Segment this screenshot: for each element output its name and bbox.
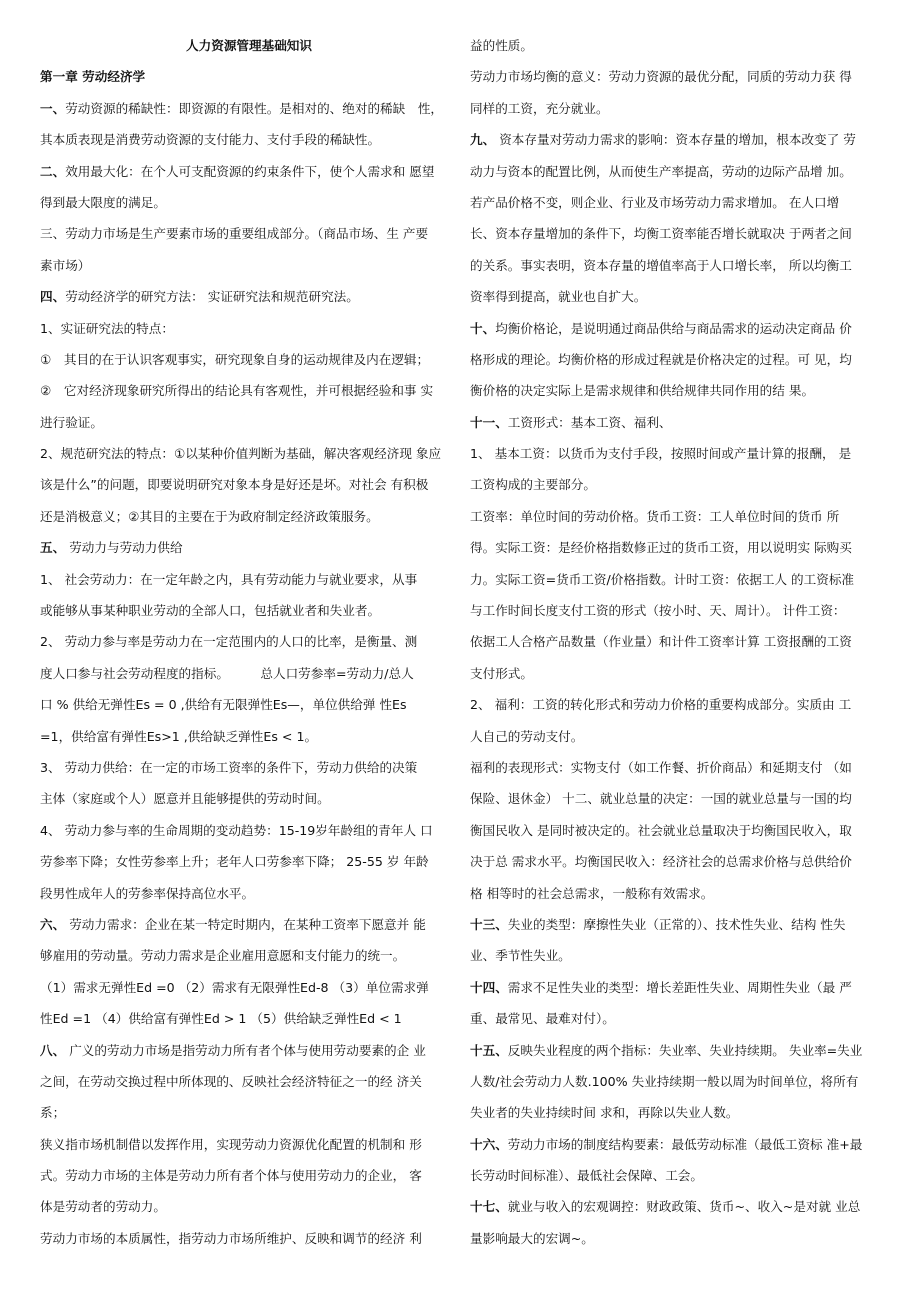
- line-text: 其本质表现是消费劳动资源的支付能力、支付手段的稀缺性。: [40, 132, 381, 148]
- text-line: [470, 445, 888, 476]
- text-line: [40, 571, 458, 602]
- text-line: [470, 68, 888, 99]
- text-line: [470, 1230, 888, 1261]
- text-line: [40, 476, 458, 507]
- text-line: [470, 1167, 888, 1198]
- line-text: 体是劳动者的劳动力。: [40, 1199, 166, 1215]
- text-line: [40, 853, 458, 884]
- heading-prefix: 十、: [470, 320, 496, 336]
- line-text: 支付形式。: [470, 665, 533, 681]
- line-text: 得。实际工资：是经价格指数修正过的货币工资，用以说明实 际购买: [470, 540, 852, 556]
- line-text: 力。实际工资=货币工资/价格指数。计时工资：依据工人 的工资标准: [470, 571, 855, 587]
- line-text: 保险、退休金） 十二、就业总量的决定：一国的就业总量与一国的均: [470, 791, 852, 807]
- text-line: [470, 257, 888, 288]
- heading-prefix: 十三、: [470, 916, 508, 932]
- text-line: [40, 602, 458, 633]
- line-text: 业、季节性失业。: [470, 948, 571, 964]
- heading-prefix: 二、: [40, 163, 66, 179]
- text-line: [470, 728, 888, 759]
- text-line: [40, 288, 458, 319]
- heading-prefix: 十一、: [470, 414, 508, 430]
- line-text: ② 它对经济现象研究所得出的结论具有客观性，并可根据经验和事 实: [40, 383, 434, 399]
- line-text: 段男性成年人的劳参率保持高位水平。: [40, 885, 255, 901]
- text-line: [40, 100, 458, 131]
- right-column: [470, 37, 888, 1261]
- line-text: 福利的表现形式：实物支付（如工作餐、折价商品）和延期支付 （如: [470, 759, 852, 775]
- text-line: [40, 194, 458, 225]
- line-text: 失业者的失业持续时间 求和，再除以失业人数。: [470, 1105, 739, 1121]
- left-column: [40, 37, 458, 1261]
- text-line: [470, 916, 888, 947]
- text-line: [470, 508, 888, 539]
- line-text: （1）需求无弹性Ed =0 （2）需求有无限弹性Ed-8 （3）单位需求弹: [40, 979, 429, 995]
- line-text: 动力与资本的配置比例，从而使生产率提高，劳动的边际产品增 加。: [470, 163, 852, 179]
- text-line: [470, 37, 888, 68]
- line-text: 系；: [40, 1105, 66, 1121]
- line-text: 劳动力市场均衡的意义：劳动力资源的最优分配，同质的劳动力获 得: [470, 69, 852, 85]
- text-line: [40, 225, 458, 256]
- text-line: [470, 225, 888, 256]
- text-line: [470, 476, 888, 507]
- heading-prefix: 十四、: [470, 979, 508, 995]
- text-line: [40, 696, 458, 727]
- text-line: [40, 539, 458, 570]
- line-text: 主体（家庭或个人）愿意并且能够提供的劳动时间。: [40, 791, 330, 807]
- text-line: [470, 822, 888, 853]
- line-text: 与工作时间长度支付工资的形式（按小时、天、周计）。 计件工资：: [470, 603, 846, 619]
- text-line: [470, 979, 888, 1010]
- line-text: 格 相等时的社会总需求，一般称有效需求。: [470, 885, 714, 901]
- text-line: [40, 351, 458, 382]
- heading-prefix: 十六、: [470, 1136, 508, 1152]
- heading-prefix: 第一章 劳动经济学: [40, 69, 146, 85]
- text-line: [40, 131, 458, 162]
- line-text: 或能够从事某种职业劳动的全部人口，包括就业者和失业者。: [40, 603, 381, 619]
- text-line: [470, 1198, 888, 1229]
- line-text: 1、实证研究法的特点：: [40, 320, 174, 336]
- text-line: [40, 508, 458, 539]
- text-line: [470, 1136, 888, 1167]
- line-text: 口 % 供给无弹性Es = 0 ,供给有无限弹性Es—，单位供给弹 性Es: [40, 697, 407, 713]
- heading-prefix: 一、: [40, 100, 66, 116]
- text-line: [470, 633, 888, 664]
- text-line: [40, 1104, 458, 1135]
- line-text: 反映失业程度的两个指标：失业率、失业持续期。 失业率=失业: [507, 1042, 863, 1058]
- line-text: 2、 福利：工资的转化形式和劳动力价格的重要构成部分。实质由 工: [470, 697, 852, 713]
- text-line: [40, 1136, 458, 1167]
- text-line: [470, 1073, 888, 1104]
- text-line: [40, 257, 458, 288]
- line-text: 人数/社会劳动力人数.100% 失业持续期一般以周为时间单位，将所有: [470, 1073, 859, 1089]
- text-line: [470, 696, 888, 727]
- line-text: 格形成的理论。均衡价格的形成过程就是价格决定的过程。可 见，均: [470, 351, 852, 367]
- text-line: [470, 885, 888, 916]
- text-line: [470, 382, 888, 413]
- line-text: 工资率：单位时间的劳动价格。货币工资：工人单位时间的货币 所: [470, 508, 840, 524]
- text-line: [40, 1010, 458, 1041]
- text-line: [470, 759, 888, 790]
- line-text: 劳动经济学的研究方法： 实证研究法和规范研究法。: [65, 289, 359, 305]
- line-text: 1、 社会劳动力：在一定年龄之内，具有劳动能力与就业要求，从事: [40, 571, 418, 587]
- line-text: 益的性质。: [470, 38, 533, 53]
- line-text: 还是消极意义；②其目的主要在于为政府制定经济政策服务。: [40, 508, 379, 524]
- line-text: 资本存量对劳动力需求的影响：资本存量的增加，根本改变了 劳: [495, 132, 856, 148]
- text-line: [40, 68, 458, 99]
- text-line: [40, 163, 458, 194]
- line-text: 均衡价格论，是说明通过商品供给与商品需求的运动决定商品 价: [495, 320, 852, 336]
- text-line: [470, 602, 888, 633]
- line-text: 资率得到提高，就业也自扩大。: [470, 289, 647, 305]
- text-line: [470, 131, 888, 162]
- line-text: 劳动力市场的制度结构要素：最低劳动标准（最低工资标 准+最: [507, 1136, 863, 1152]
- heading-prefix: 十五、: [470, 1042, 508, 1058]
- text-line: [40, 1167, 458, 1198]
- line-text: 重、最常见、最难对付）。: [470, 1011, 615, 1027]
- text-line: [470, 947, 888, 978]
- heading-prefix: 十七、: [470, 1199, 508, 1215]
- line-text: 狭义指市场机制借以发挥作用，实现劳动力资源优化配置的机制和 形: [40, 1136, 422, 1152]
- line-text: 2、 劳动力参与率是劳动力在一定范围内的人口的比率，是衡量、测: [40, 634, 418, 650]
- line-text: 广义的劳动力市场是指劳动力所有者个体与使用劳动要素的企 业: [65, 1042, 426, 1058]
- line-text: 需求不足性失业的类型：增长差距性失业、周期性失业（最 严: [507, 979, 852, 995]
- text-line: [470, 351, 888, 382]
- line-text: 劳动资源的稀缺性：即资源的有限性。是相对的、绝对的稀缺 性，: [65, 100, 443, 116]
- document-title: 人力资源管理基础知识: [186, 38, 312, 53]
- line-text: 式。劳动力市场的主体是劳动力所有者个体与使用劳动力的企业， 客: [40, 1168, 422, 1184]
- text-line: [470, 1042, 888, 1073]
- heading-prefix: 五、: [40, 540, 66, 556]
- line-text: 决于总 需求水平。均衡国民收入：经济社会的总需求价格与总供给价: [470, 854, 852, 870]
- line-text: 人自己的劳动支付。: [470, 728, 584, 744]
- line-text: 劳动力需求：企业在某一特定时期内，在某种工资率下愿意并 能: [65, 916, 426, 932]
- line-text: 依据工人合格产品数量（作业量）和计件工资率计算 工资报酬的工资: [470, 634, 852, 650]
- line-text: 劳动力市场的本质属性，指劳动力市场所维护、反映和调节的经济 利: [40, 1230, 422, 1246]
- line-text: 效用最大化：在个人可支配资源的约束条件下，使个人需求和 愿望: [65, 163, 435, 179]
- text-line: [40, 728, 458, 759]
- text-line: [40, 665, 458, 696]
- text-line: [470, 320, 888, 351]
- line-text: 工资形式：基本工资、福利、: [507, 414, 672, 430]
- text-line: [470, 100, 888, 131]
- text-line: [40, 790, 458, 821]
- line-text: 进行验证。: [40, 414, 103, 430]
- line-text: 量影响最大的宏调~。: [470, 1230, 594, 1246]
- line-text: 素市场）: [40, 257, 91, 273]
- text-line: [40, 916, 458, 947]
- heading-prefix: 四、: [40, 289, 66, 305]
- text-line: [470, 1104, 888, 1135]
- line-text: 三、劳动力市场是生产要素市场的重要组成部分。（商品市场、生 产要: [40, 226, 429, 242]
- line-text: 就业与收入的宏观调控：财政政策、货币~、收入~是对就 业总: [507, 1199, 861, 1215]
- line-text: 长、资本存量增加的条件下，均衡工资率能否增长就取决 于两者之间: [470, 226, 852, 242]
- text-line: [40, 1230, 458, 1261]
- text-line: [40, 979, 458, 1010]
- heading-prefix: 九、: [470, 132, 496, 148]
- line-text: 4、 劳动力参与率的生命周期的变动趋势：15-19岁年龄组的青年人 口: [40, 822, 433, 838]
- text-line: [470, 414, 888, 445]
- text-line: [40, 320, 458, 351]
- text-line: [40, 414, 458, 445]
- line-text: 衡国民收入 是同时被决定的。社会就业总量取决于均衡国民收入，取: [470, 822, 852, 838]
- heading-prefix: 八、: [40, 1042, 66, 1058]
- text-line: [40, 947, 458, 978]
- text-line: [470, 539, 888, 570]
- line-text: 衡价格的决定实际上是需求规律和供给规律共同作用的结 果。: [470, 383, 815, 399]
- line-text: 劳参率下降；女性劳参率上升；老年人口劳参率下降； 25-55 岁 年龄: [40, 854, 429, 870]
- heading-prefix: 六、: [40, 916, 66, 932]
- text-line: [470, 853, 888, 884]
- line-text: 够雇用的劳动量。劳动力需求是企业雇用意愿和支付能力的统一。: [40, 948, 406, 964]
- text-line: [40, 1198, 458, 1229]
- text-line: [40, 1042, 458, 1073]
- line-text: ① 其目的在于认识客观事实，研究现象自身的运动规律及内在逻辑；: [40, 351, 430, 367]
- line-text: 1、 基本工资：以货币为支付手段，按照时间或产量计算的报酬， 是: [470, 446, 852, 462]
- text-line: [470, 194, 888, 225]
- text-line: [40, 885, 458, 916]
- line-text: 劳动力与劳动力供给: [65, 540, 183, 556]
- line-text: 工资构成的主要部分。: [470, 477, 596, 493]
- line-text: 的关系。事实表明，资本存量的增值率高于人口增长率， 所以均衡工: [470, 257, 852, 273]
- line-text: 该是什么”的问题，即要说明研究对象本身是好还是坏。对社会 有积极: [40, 477, 429, 493]
- text-line: [470, 163, 888, 194]
- text-line: [40, 633, 458, 664]
- line-text: 性Ed =1 （4）供给富有弹性Ed > 1 （5）供给缺乏弹性Ed < 1: [40, 1011, 402, 1027]
- text-line: [470, 571, 888, 602]
- text-line: [40, 822, 458, 853]
- text-line: [470, 288, 888, 319]
- line-text: 同样的工资，充分就业。: [470, 100, 609, 116]
- line-text: 之间，在劳动交换过程中所体现的、反映社会经济特征之一的经 济关: [40, 1073, 422, 1089]
- text-line: [40, 382, 458, 413]
- line-text: 3、 劳动力供给：在一定的市场工资率的条件下，劳动力供给的决策: [40, 759, 418, 775]
- text-line: [470, 665, 888, 696]
- text-line: [40, 759, 458, 790]
- line-text: 若产品价格不变，则企业、行业及市场劳动力需求增加。 在人口增: [470, 194, 840, 210]
- line-text: 2、规范研究法的特点：①以某种价值判断为基础，解决客观经济现 象应: [40, 446, 442, 462]
- text-line: [470, 1010, 888, 1041]
- text-line: [40, 1073, 458, 1104]
- line-text: 失业的类型：摩擦性失业（正常的）、技术性失业、结构 性失: [507, 916, 846, 932]
- line-text: =1，供给富有弹性Es>1 ,供给缺乏弹性Es < 1。: [40, 728, 318, 744]
- text-line: [470, 790, 888, 821]
- line-text: 得到最大限度的满足。: [40, 194, 166, 210]
- text-line: [40, 445, 458, 476]
- line-text: 长劳动时间标准）、最低社会保障、工会。: [470, 1168, 703, 1184]
- line-text: 度人口参与社会劳动程度的指标。 总人口劳参率=劳动力/总人: [40, 665, 414, 681]
